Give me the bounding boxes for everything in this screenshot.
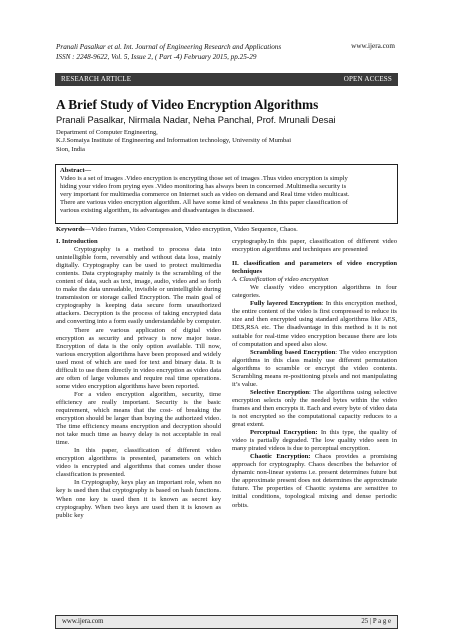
affiliation-line: K.J.Somaiya Institute of Engineering and Information technology, University of Mumbai — [56, 137, 292, 145]
section-heading-classification: II. classification and parameters of video encryption techniques — [232, 260, 397, 276]
header-url: www.ijera.com — [351, 42, 395, 50]
page-number: 25 | P a g e — [361, 618, 391, 625]
item-term: Perceptual Encryption: — [250, 429, 318, 437]
paragraph: In Cryptography, keys play an important role, when no key is used then that cryptography is based on hash functions. When one key is used then it is known as secret key cryptography. When two keys are used then it is known as public key — [56, 479, 221, 519]
affiliation-line: Department of Computer Engineering, — [56, 129, 158, 136]
classification-item — [232, 429, 397, 453]
right-column — [232, 238, 397, 510]
open-access-label: OPEN ACCESS — [343, 75, 392, 83]
item-text: In this type, the quality of video is partially degraded. The low quality video seen in many pirated videos is due to perceptual encryption. — [232, 429, 397, 453]
item-term: Selective Encryption — [250, 388, 310, 396]
journal-header — [56, 42, 281, 62]
item-text: Chaos provides a promising approach for cryptography. Chaos describes the behavior of dynamic non-linear systems i.e. present determines future but the approximate present does not determines the approximate future. The properties of Chaotic systems are sensitive to initial conditions, topological mixing and dense periodic orbits. — [232, 453, 397, 509]
article-banner — [55, 73, 398, 86]
classification-item — [232, 453, 397, 509]
paragraph: In this paper, classification of different video encryption algorithms is presented, parameters on which video is encrypted and algorithms that comes under those classification is presented. — [56, 447, 221, 479]
paragraph: For a video encryption algorithm, security, time efficiency are really important. Security is the basic requirement, which means that the cost- of breaking the encryption should be larger than buying the authorized video. The time efficiency means encryption and decryption should not take much time as heavy delay is not acceptable in real time. — [56, 390, 221, 447]
affiliation-line: Sion, India — [56, 145, 85, 153]
item-text: : The algorithms using selective encryption selects only the needed bytes within the video frames and then encrypts it. Each and every byte of video data is not encrypted so the computational capacity reduces to a great extent. — [232, 388, 397, 429]
paper-title: A Brief Study of Video Encryption Algorithms — [56, 97, 319, 112]
classification-item — [232, 349, 397, 389]
item-term: Fully layered Encryption — [250, 300, 322, 308]
abstract-line: various existing algorithm, its advantages and disadvantages is discussed. — [60, 207, 255, 215]
paragraph: Cryptography is a method to process data into unintelligible form, reversibly and without data loss, mainly digitally. Cryptography can be used to protect multimedia contents. Data cryptography mainly is the scrambling of the content of data, such as text, image, audio, video and so forth to make the data unreadable, invisible or unintelligible during transmission or storage called Encryption. The main goal of cryptography is keeping data secure form unauthorized attackers. Decryption is the process of taking encrypted data and converting into a form easily understandable by computer. — [56, 246, 221, 326]
abstract-line: very important for multimedia commerce on Internet such as video on demand and Real time video multicast. — [60, 191, 350, 199]
paragraph: cryptography.In this paper, classification of different video encryption algorithms and techniques are presented — [232, 238, 397, 254]
footer-url: www.ijera.com — [62, 618, 104, 625]
classification-item — [232, 300, 397, 348]
item-term: Chaotic Encryption: — [250, 453, 311, 461]
keywords-label: Keywords — [56, 226, 85, 233]
section-heading-introduction: I. Introduction — [56, 238, 98, 245]
subsection-heading: A. Classification of video encryption — [232, 276, 329, 284]
journal-issn: ISSN : 2248-9622, Vol. 5, Issue 2, ( Part -4) February 2015, pp.25-29 — [56, 53, 257, 61]
abstract-box — [55, 164, 398, 224]
item-term: Scrambling based Encryption — [250, 348, 336, 356]
paper-authors: Pranali Pasalkar, Nirmala Nadar, Neha Panchal, Prof. Mrunali Desai — [56, 115, 336, 125]
abstract-line: There are various video encryption algorithm. All have some kind of weakness .In this paper classification of — [60, 199, 348, 207]
classification-item — [232, 389, 397, 429]
item-text: : The video encryption algorithms in this class mainly use different permutation algorithms to scramble or encrypt the video contents. Scrambling means re-positioning pixels and not manipulating it’s value. — [232, 348, 397, 388]
abstract-line: Video is a set of images .Video encryption is encrypting those set of images .Thus video encryption is simply — [60, 175, 348, 183]
left-column — [56, 238, 221, 520]
page-footer — [55, 615, 398, 629]
keywords-text: —Video frames, Video Compression, Video encryption, Video Sequence, Chaos. — [84, 226, 298, 233]
affiliation — [56, 129, 291, 154]
abstract-heading: Abstract— — [60, 167, 92, 174]
item-text: : In this encryption method, the entire content of the video is first compressed to reduce its size and then encrypted using standard algorithms like AES, DES,RSA etc. The disadvantage in this method is it is not suitable for real-time video encryption because there are lots of computation and speed also slow. — [232, 300, 397, 348]
paragraph: There are various application of digital video encryption as security and privacy is now major issue. Encryption of data is the only option available. Till now, various encryption algorithms have been proposed and widely used most of which are used for text and binary data. It is difficult to use them directly in video encryption as video data are often of large volumes and require real time operations. some video encryption algorithms have been reported. — [56, 326, 221, 390]
abstract-line: hiding your video from prying eyes .Video monitoring has always been in concerned .Multimedia security is — [60, 183, 347, 191]
keywords — [56, 226, 298, 233]
journal-citation: Pranali Pasalkar et al. Int. Journal of Engineering Research and Applications — [56, 43, 282, 51]
article-type-label: RESEARCH ARTICLE — [61, 75, 132, 83]
paragraph: We classify video encryption algorithms in four categories. — [232, 284, 397, 300]
